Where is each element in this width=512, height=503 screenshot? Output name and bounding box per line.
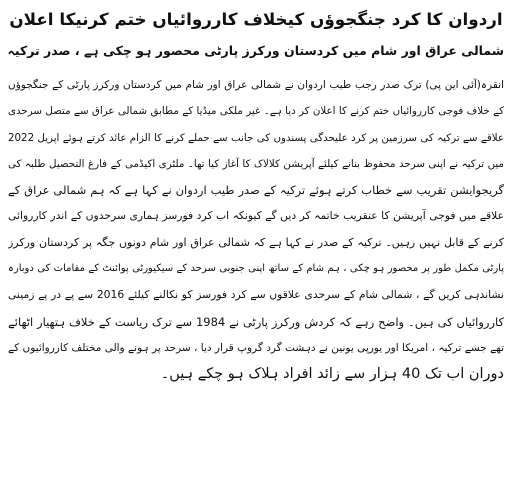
article-body — [8, 72, 504, 388]
body-line: علاقے میں فوجی آپریشن کا عنقریب خاتمہ کر دیں گے کیونکہ اب کرد فورسز ہماری سرحدوں کے اندر کارروائی — [8, 209, 504, 223]
body-line: انقرہ(آئی این پی) ترک صدر رجب طیب اردوان نے شمالی عراق اور شام میں کردستان ورکرز پارٹی کے جنگجوؤں — [8, 79, 504, 91]
body-line: نشاندہی کریں گے ، شمالی شام کے سرحدی علاقوں سے کرد فورسز کو نکالنے کیلئے 2016 سے پے در پے زمینی — [8, 288, 504, 302]
article-headline: اردوان کا کرد جنگجوؤں کیخلاف کارروائیاں ختم کرنیکا اعلان — [9, 9, 503, 29]
body-line: کے خلاف فوجی کارروائیاں ختم کرنے کا اعلان کر دیا ہے۔ غیر ملکی میڈیا کے مطابق شمالی عراق سے متصل سرحدی — [8, 105, 504, 118]
news-article — [8, 4, 504, 388]
body-line: میں ترکیہ نے اپنی سرحد محفوظ بنانے کیلئے آپریشن کلالاک کا آغاز کیا تھا۔ ملٹری اکیڈمی کے فارغ التحصیل طلبہ کی — [8, 157, 504, 170]
body-line-last: دوران اب تک 40 ہزار سے زائد افراد ہلاک ہو چکے ہیں۔ — [160, 366, 504, 383]
body-line: پارٹی مکمل طور پر محصور ہو چکی ، ہم شام کے ساتھ اپنی جنوبی سرحد کے سیکیورٹی پوائنٹ کے مقامات کی دوبارہ — [8, 263, 504, 275]
body-line: علاقے سے ترکیہ کی سرزمین پر کرد علیحدگی پسندوں کی جانب سے حملے کرنے کا الزام عائد کرتے ہوئے اپریل 2022 — [8, 131, 504, 144]
body-line: گریجوایشن تقریب سے خطاب کرتے ہوئے ترکیہ کے صدر طیب اردوان نے کہا ہے کہ ہم شمالی عراق کے — [8, 183, 504, 198]
body-line: کارروائیاں کی ہیں۔ واضح رہے کہ کردش ورکرز پارٹی نے 1984 سے ترک ریاست کے خلاف ہتھیار اٹھائے — [8, 314, 504, 329]
body-line: کرنے کے قابل نہیں رہیں۔ ترکیہ کے صدر نے کہا ہے کہ شمالی عراق اور شام دونوں جگہ پر کردستان ورکرز — [8, 235, 504, 249]
article-subheadline: شمالی عراق اور شام میں کردستان ورکرز پارٹی محصور ہو چکی ہے ، صدر ترکیہ — [7, 43, 504, 58]
body-line: تھے جسے ترکیہ ، امریکا اور یورپی یونین نے دہشت گرد گروپ قرار دیا ، سرحد پر ہونے والی مختلف کارروائیوں کے — [8, 341, 504, 354]
